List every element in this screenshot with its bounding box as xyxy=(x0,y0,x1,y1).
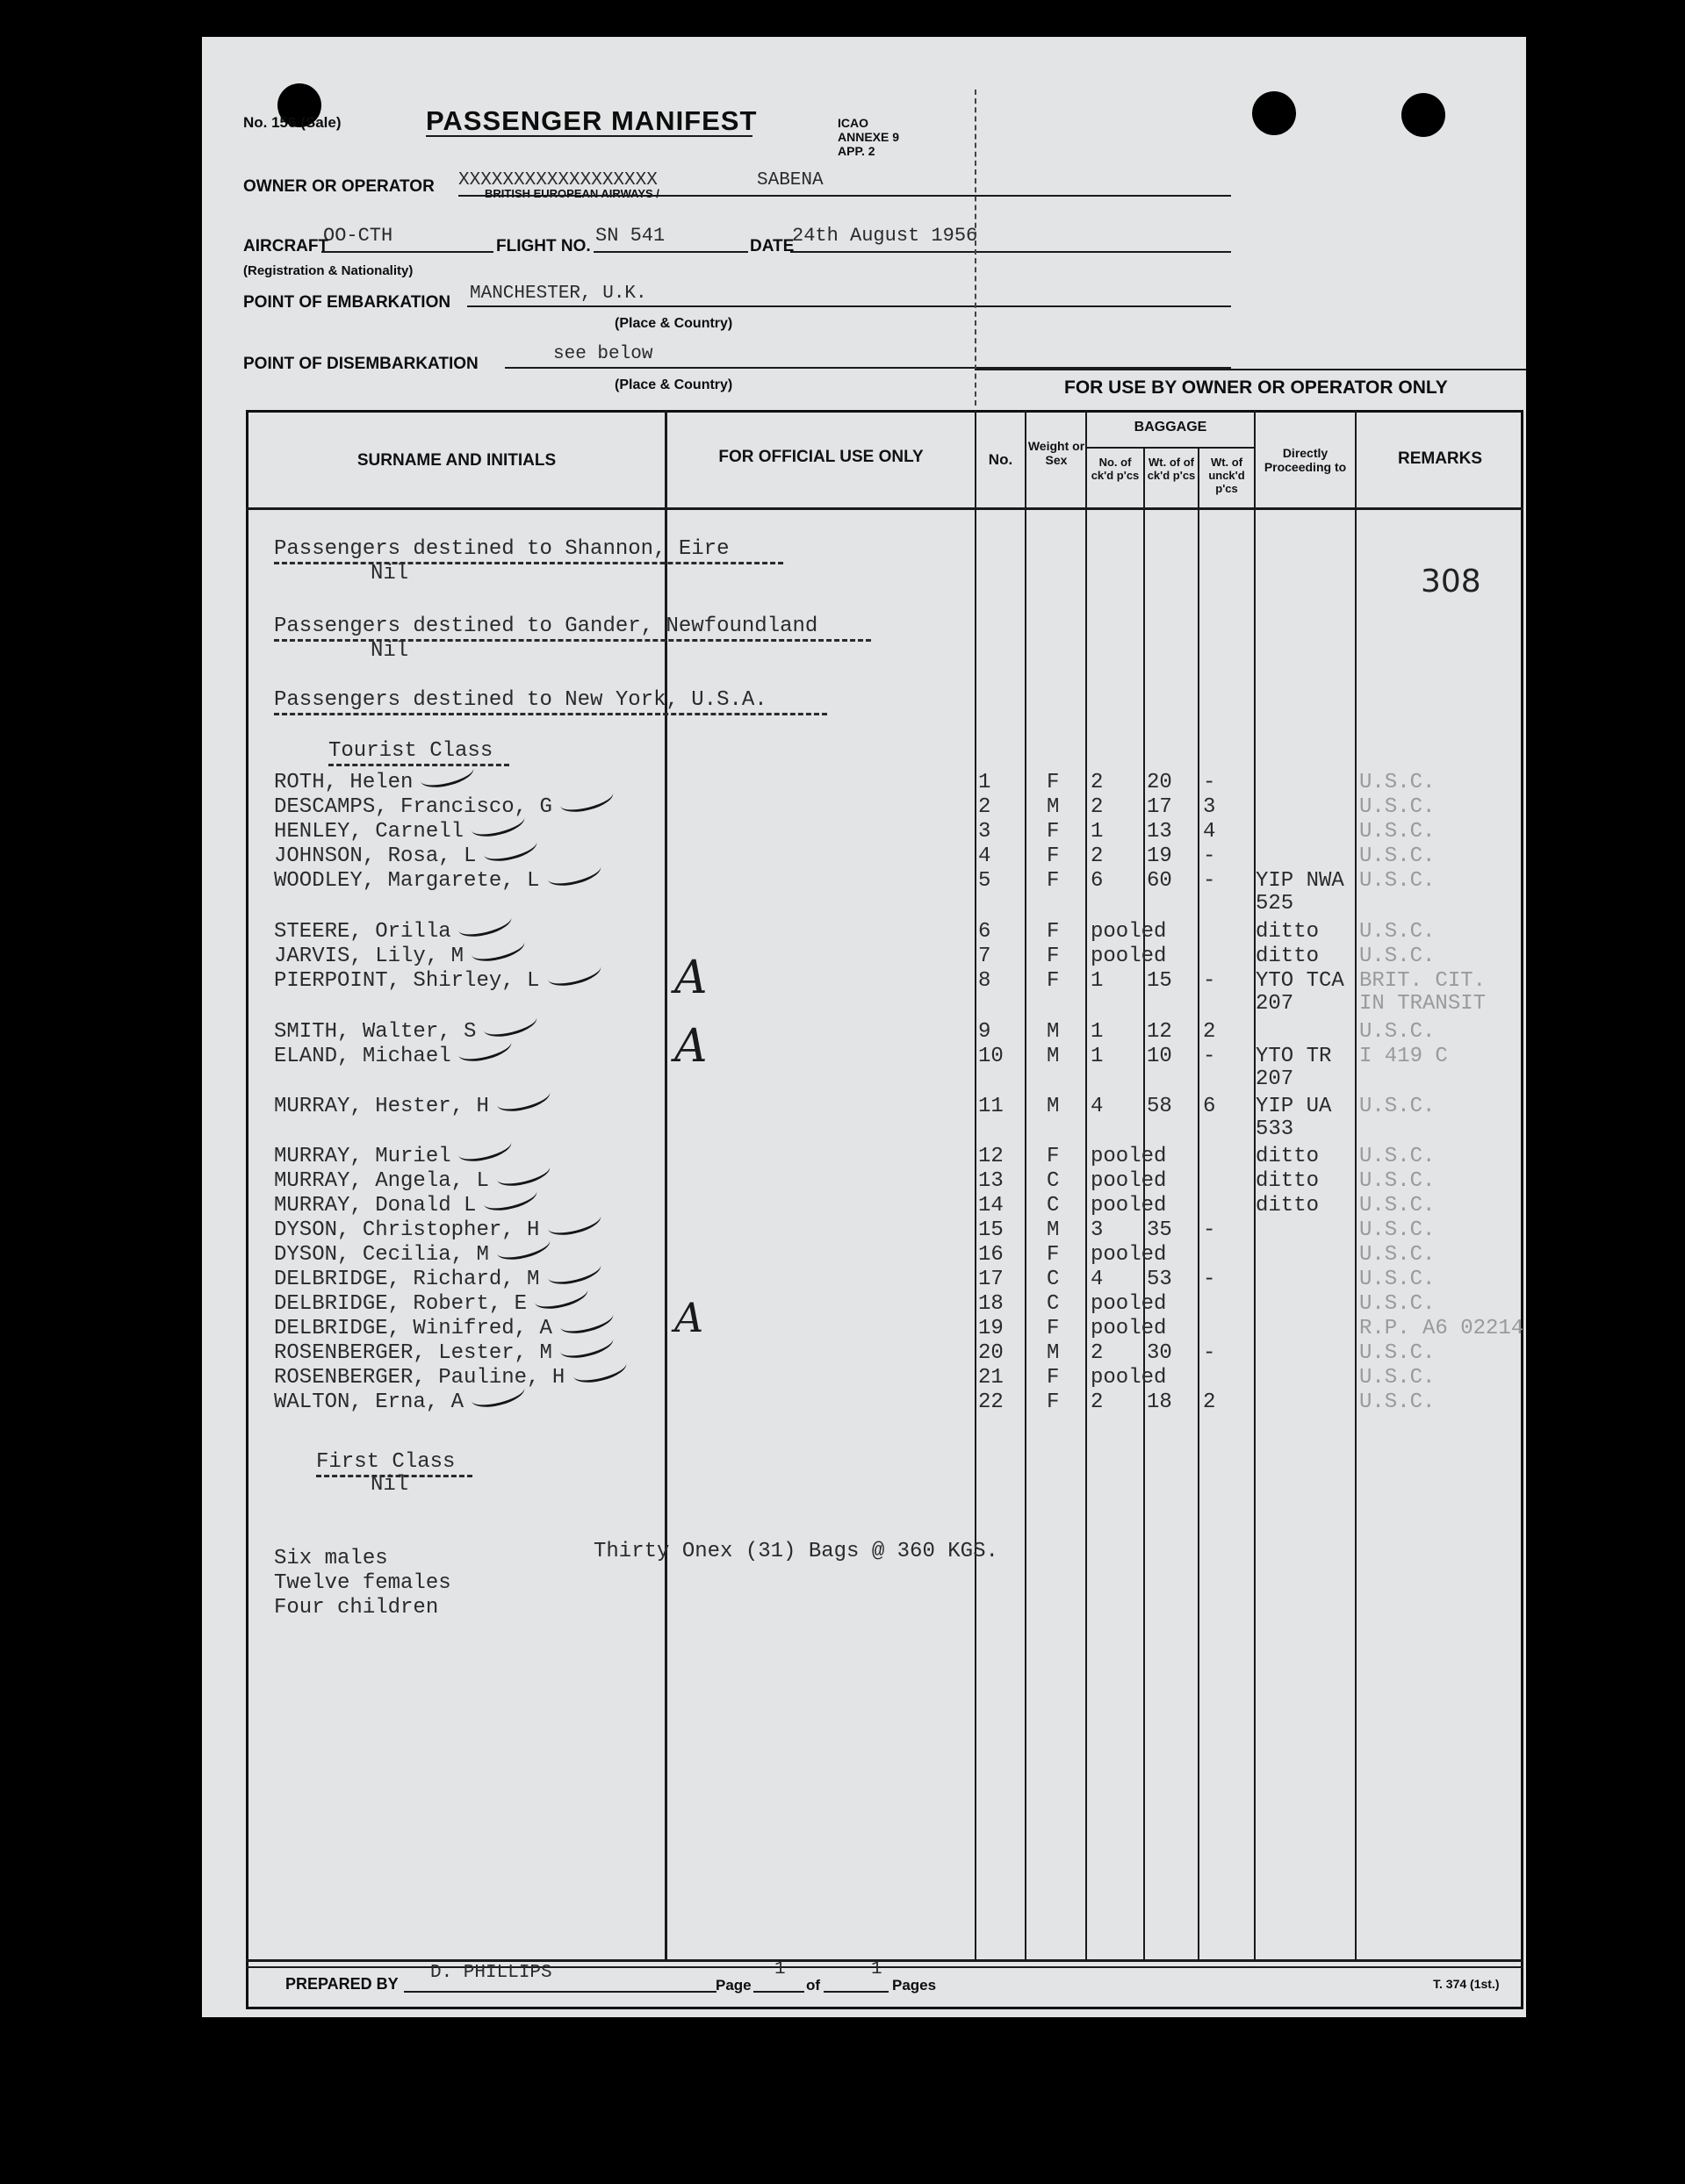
page-underline xyxy=(753,1991,804,1993)
date-underline xyxy=(790,251,1231,253)
embarkation-label: POINT OF EMBARKATION xyxy=(243,293,451,312)
bag-count: pooled xyxy=(1091,1194,1167,1218)
remarks-value: U.S.C. xyxy=(1359,771,1436,794)
registration-note: (Registration & Nationality) xyxy=(243,263,414,278)
embarkation-hint: (Place & Country) xyxy=(615,316,733,331)
passenger-no: 1 xyxy=(978,771,991,794)
pages-underline xyxy=(824,1991,889,1993)
section-first-nil: Nil xyxy=(371,1473,409,1497)
passenger-name: DESCAMPS, Francisco, G xyxy=(274,795,552,819)
owner-label: OWNER OR OPERATOR xyxy=(243,177,435,196)
bag-count: pooled xyxy=(1091,1317,1167,1340)
remarks-value: U.S.C. xyxy=(1359,1366,1436,1390)
passenger-no: 11 xyxy=(978,1095,1004,1118)
unchecked-weight: 6 xyxy=(1203,1095,1216,1118)
passenger-sex: M xyxy=(1047,1045,1060,1068)
passenger-no: 13 xyxy=(978,1169,1004,1193)
passenger-no: 6 xyxy=(978,920,991,944)
col-weight-sex: Weight or Sex xyxy=(1027,439,1085,468)
bag-count: 3 xyxy=(1091,1218,1104,1242)
remarks-value: U.S.C. xyxy=(1359,1194,1436,1218)
passenger-no: 5 xyxy=(978,869,991,893)
bag-count: 2 xyxy=(1091,1341,1104,1365)
bag-weight: 60 xyxy=(1147,869,1172,893)
date-value: 24th August 1956 xyxy=(792,225,978,247)
owner-value: SABENA xyxy=(757,170,824,190)
punch-hole xyxy=(1401,93,1445,137)
section-underline xyxy=(328,764,509,766)
total-females: Twelve females xyxy=(274,1571,451,1595)
passenger-sex: F xyxy=(1047,844,1060,868)
unchecked-weight: 3 xyxy=(1203,795,1216,819)
prepared-value: D. PHILLIPS xyxy=(430,1963,552,1983)
remarks-value: I 419 C xyxy=(1359,1045,1448,1068)
bag-count: 1 xyxy=(1091,969,1104,993)
bag-weight: 58 xyxy=(1147,1095,1172,1118)
col-surname: SURNAME AND INITIALS xyxy=(356,451,557,470)
section-underline xyxy=(274,639,871,642)
unchecked-weight: - xyxy=(1203,771,1216,794)
bag-count: 4 xyxy=(1091,1268,1104,1291)
remarks-value: BRIT. CIT. xyxy=(1359,969,1487,993)
passenger-no: 7 xyxy=(978,945,991,968)
passenger-sex: M xyxy=(1047,1218,1060,1242)
unchecked-weight: - xyxy=(1203,1218,1216,1242)
remarks-value: U.S.C. xyxy=(1359,1243,1436,1267)
proceeding-to-2: 207 xyxy=(1256,1067,1294,1091)
passenger-no: 22 xyxy=(978,1390,1004,1414)
passenger-sex: F xyxy=(1047,869,1060,893)
passenger-name: PIERPOINT, Shirley, L xyxy=(274,969,540,993)
bag-weight: 18 xyxy=(1147,1390,1172,1414)
passenger-sex: F xyxy=(1047,969,1060,993)
pages-label: Pages xyxy=(892,1977,937,1994)
proceeding-to: YTO TCA xyxy=(1256,969,1344,993)
pages-value: 1 xyxy=(871,1959,882,1979)
manifest-sheet xyxy=(202,37,1526,2017)
date-label: DATE xyxy=(750,237,795,255)
passenger-no: 2 xyxy=(978,795,991,819)
bag-count: 2 xyxy=(1091,771,1104,794)
proceeding-to: YIP NWA xyxy=(1256,869,1344,893)
passenger-sex: F xyxy=(1047,945,1060,968)
col-line xyxy=(1355,410,1357,1962)
aircraft-label: AIRCRAFT xyxy=(243,237,329,255)
passenger-name: MURRAY, Donald L xyxy=(274,1194,477,1218)
passenger-sex: F xyxy=(1047,1390,1060,1414)
col-line xyxy=(1198,448,1199,1962)
remarks-value: U.S.C. xyxy=(1359,1268,1436,1291)
bag-count: pooled xyxy=(1091,1292,1167,1316)
passenger-sex: M xyxy=(1047,1095,1060,1118)
passenger-no: 4 xyxy=(978,844,991,868)
bag-count: 1 xyxy=(1091,820,1104,844)
prepared-underline xyxy=(404,1991,716,1993)
unchecked-weight: - xyxy=(1203,844,1216,868)
passenger-sex: F xyxy=(1047,1366,1060,1390)
passenger-no: 15 xyxy=(978,1218,1004,1242)
passenger-no: 12 xyxy=(978,1145,1004,1168)
proceeding-to: ditto xyxy=(1256,1145,1320,1168)
form-code: T. 374 (1st.) xyxy=(1433,1977,1500,1991)
passenger-no: 8 xyxy=(978,969,991,993)
embarkation-underline xyxy=(467,305,1231,307)
section-shannon: Passengers destined to Shannon, Eire xyxy=(274,537,730,561)
official-mark: A xyxy=(674,1020,708,1073)
proceeding-to-2: 207 xyxy=(1256,992,1294,1016)
passenger-no: 9 xyxy=(978,1020,991,1044)
col-official: FOR OFFICIAL USE ONLY xyxy=(718,448,924,466)
proceeding-to: ditto xyxy=(1256,920,1320,944)
bag-weight: 30 xyxy=(1147,1341,1172,1365)
bag-count: pooled xyxy=(1091,1366,1167,1390)
bag-weight: 10 xyxy=(1147,1045,1172,1068)
remarks-value: U.S.C. xyxy=(1359,869,1436,893)
passenger-sex: F xyxy=(1047,820,1060,844)
section-underline xyxy=(274,562,783,564)
bag-count: pooled xyxy=(1091,1243,1167,1267)
bag-count: 2 xyxy=(1091,1390,1104,1414)
passenger-name: WALTON, Erna, A xyxy=(274,1390,464,1414)
aircraft-underline xyxy=(321,251,493,253)
title-underline xyxy=(426,135,752,137)
passenger-sex: C xyxy=(1047,1268,1060,1291)
footer-rule xyxy=(246,1959,1523,1962)
bag-count: pooled xyxy=(1091,1145,1167,1168)
of-label: of xyxy=(806,1977,821,1994)
stamp-number: 308 xyxy=(1421,564,1481,600)
bag-count: 1 xyxy=(1091,1045,1104,1068)
passenger-name: JARVIS, Lily, M xyxy=(274,945,464,968)
remarks-value: U.S.C. xyxy=(1359,920,1436,944)
flight-underline xyxy=(594,251,748,253)
official-mark: A xyxy=(674,952,708,1004)
section-underline xyxy=(274,713,827,715)
bag-count: pooled xyxy=(1091,1169,1167,1193)
form-number: No. 156 (Sale) xyxy=(243,114,342,131)
passenger-sex: F xyxy=(1047,920,1060,944)
header-separator xyxy=(975,90,976,406)
owner-underline xyxy=(458,195,1231,197)
passenger-name: JOHNSON, Rosa, L xyxy=(274,844,477,868)
passenger-sex: M xyxy=(1047,1341,1060,1365)
passenger-no: 14 xyxy=(978,1194,1004,1218)
section-shannon-nil: Nil xyxy=(371,562,409,586)
owner-only-heading: FOR USE BY OWNER OR OPERATOR ONLY xyxy=(1064,377,1448,398)
passenger-sex: F xyxy=(1047,1243,1060,1267)
passenger-no: 19 xyxy=(978,1317,1004,1340)
section-gander: Passengers destined to Gander, Newfoundland xyxy=(274,614,818,638)
proceeding-to: YTO TR xyxy=(1256,1045,1332,1068)
remarks-value: U.S.C. xyxy=(1359,1169,1436,1193)
unchecked-weight: - xyxy=(1203,1045,1216,1068)
total-males: Six males xyxy=(274,1547,388,1570)
bag-weight: 20 xyxy=(1147,771,1172,794)
section-tourist: Tourist Class xyxy=(328,739,493,763)
disembarkation-hint: (Place & Country) xyxy=(615,377,733,392)
owner-struck-text: XXXXXXXXXXXXXXXXXX xyxy=(458,170,658,190)
punch-hole xyxy=(1252,91,1296,135)
remarks-value: U.S.C. xyxy=(1359,1292,1436,1316)
flight-label: FLIGHT NO. xyxy=(496,237,591,255)
passenger-name: DELBRIDGE, Robert, E xyxy=(274,1292,528,1316)
passenger-no: 17 xyxy=(978,1268,1004,1291)
unchecked-weight: 2 xyxy=(1203,1390,1216,1414)
passenger-sex: F xyxy=(1047,1145,1060,1168)
passenger-name: DYSON, Cecilia, M xyxy=(274,1243,489,1267)
page-value: 1 xyxy=(774,1959,786,1979)
bag-weight: 53 xyxy=(1147,1268,1172,1291)
proceeding-to: ditto xyxy=(1256,1194,1320,1218)
bag-weight: 19 xyxy=(1147,844,1172,868)
col-line xyxy=(665,410,667,1962)
unchecked-weight: 2 xyxy=(1203,1020,1216,1044)
bag-count: 4 xyxy=(1091,1095,1104,1118)
bag-weight: 17 xyxy=(1147,795,1172,819)
passenger-name: STEERE, Orilla xyxy=(274,920,451,944)
passenger-name: MURRAY, Hester, H xyxy=(274,1095,489,1118)
proceeding-to-2: 525 xyxy=(1256,892,1294,916)
aircraft-value: OO-CTH xyxy=(323,225,393,247)
col-line xyxy=(1025,410,1026,1962)
remarks-value: U.S.C. xyxy=(1359,844,1436,868)
passenger-no: 18 xyxy=(978,1292,1004,1316)
col-wt-unckd: Wt. of unck'd p'cs xyxy=(1208,456,1245,495)
owner-only-rule xyxy=(975,369,1526,370)
passenger-name: HENLEY, Carnell xyxy=(274,820,464,844)
bag-count: pooled xyxy=(1091,945,1167,968)
unchecked-weight: 4 xyxy=(1203,820,1216,844)
page-title: PASSENGER MANIFEST xyxy=(426,105,758,136)
disembarkation-label: POINT OF DISEMBARKATION xyxy=(243,355,479,373)
passenger-name: ROSENBERGER, Pauline, H xyxy=(274,1366,565,1390)
remarks-value: U.S.C. xyxy=(1359,1341,1436,1365)
bag-count: 2 xyxy=(1091,795,1104,819)
passenger-name: SMITH, Walter, S xyxy=(274,1020,477,1044)
bag-count: pooled xyxy=(1091,920,1167,944)
remarks-value: U.S.C. xyxy=(1359,820,1436,844)
total-children: Four children xyxy=(274,1596,439,1620)
col-directly: Directly Proceeding to xyxy=(1264,446,1347,475)
passenger-name: ELAND, Michael xyxy=(274,1045,451,1068)
section-newyork: Passengers destined to New York, U.S.A. xyxy=(274,688,767,712)
passenger-name: WOODLEY, Margarete, L xyxy=(274,869,540,893)
col-wt-ckd: Wt. of of ck'd p'cs xyxy=(1147,456,1196,482)
total-bags: Thirty Onex (31) Bags @ 360 KGS. xyxy=(594,1540,998,1563)
baggage-rule xyxy=(1085,447,1254,449)
col-line xyxy=(975,410,976,1962)
owner-printed-text: BRITISH EUROPEAN AIRWAYS / xyxy=(485,187,659,200)
passenger-name: DELBRIDGE, Winifred, A xyxy=(274,1317,552,1340)
col-baggage: BAGGAGE xyxy=(1134,420,1207,435)
bag-weight: 13 xyxy=(1147,820,1172,844)
passenger-name: DYSON, Christopher, H xyxy=(274,1218,540,1242)
proceeding-to: ditto xyxy=(1256,1169,1320,1193)
bag-weight: 35 xyxy=(1147,1218,1172,1242)
passenger-sex: F xyxy=(1047,771,1060,794)
unchecked-weight: - xyxy=(1203,969,1216,993)
remarks-value: U.S.C. xyxy=(1359,1095,1436,1118)
passenger-name: ROTH, Helen xyxy=(274,771,414,794)
remarks-value: U.S.C. xyxy=(1359,1390,1436,1414)
passenger-sex: C xyxy=(1047,1169,1060,1193)
passenger-sex: C xyxy=(1047,1194,1060,1218)
passenger-sex: F xyxy=(1047,1317,1060,1340)
proceeding-to: ditto xyxy=(1256,945,1320,968)
bag-count: 6 xyxy=(1091,869,1104,893)
remarks-value: U.S.C. xyxy=(1359,1145,1436,1168)
passenger-sex: M xyxy=(1047,1020,1060,1044)
page-label: Page xyxy=(716,1977,752,1994)
icao-note: ICAO ANNEXE 9 APP. 2 xyxy=(838,116,900,158)
passenger-sex: M xyxy=(1047,795,1060,819)
remarks-value: U.S.C. xyxy=(1359,1020,1436,1044)
unchecked-weight: - xyxy=(1203,869,1216,893)
passenger-name: MURRAY, Muriel xyxy=(274,1145,451,1168)
passenger-no: 10 xyxy=(978,1045,1004,1068)
proceeding-to: YIP UA xyxy=(1256,1095,1332,1118)
passenger-no: 16 xyxy=(978,1243,1004,1267)
passenger-name: MURRAY, Angela, L xyxy=(274,1169,489,1193)
passenger-no: 3 xyxy=(978,820,991,844)
bag-weight: 12 xyxy=(1147,1020,1172,1044)
embarkation-value: MANCHESTER, U.K. xyxy=(470,284,647,304)
passenger-no: 21 xyxy=(978,1366,1004,1390)
disembarkation-value: see below xyxy=(553,344,653,364)
official-mark: A xyxy=(674,1294,704,1341)
remarks-value: U.S.C. xyxy=(1359,1218,1436,1242)
proceeding-to-2: 533 xyxy=(1256,1117,1294,1141)
bag-count: 1 xyxy=(1091,1020,1104,1044)
unchecked-weight: - xyxy=(1203,1268,1216,1291)
section-first: First Class xyxy=(316,1450,456,1474)
passenger-name: ROSENBERGER, Lester, M xyxy=(274,1341,552,1365)
remarks-value: U.S.C. xyxy=(1359,945,1436,968)
passenger-sex: C xyxy=(1047,1292,1060,1316)
col-remarks: REMARKS xyxy=(1397,449,1483,468)
remarks-value: R.P. A6 02214 xyxy=(1359,1317,1524,1340)
col-line xyxy=(1085,410,1087,1962)
bag-count: 2 xyxy=(1091,844,1104,868)
bag-weight: 15 xyxy=(1147,969,1172,993)
passenger-name: DELBRIDGE, Richard, M xyxy=(274,1268,540,1291)
col-no-ckd: No. of ck'd p'cs xyxy=(1091,456,1140,482)
remarks-value-2: IN TRANSIT xyxy=(1359,992,1487,1016)
header-row-rule xyxy=(246,507,1523,510)
unchecked-weight: - xyxy=(1203,1341,1216,1365)
passenger-no: 20 xyxy=(978,1341,1004,1365)
col-no: No. xyxy=(988,451,1013,468)
prepared-label: PREPARED BY xyxy=(285,1975,399,1993)
remarks-value: U.S.C. xyxy=(1359,795,1436,819)
flight-value: SN 541 xyxy=(595,225,666,247)
section-gander-nil: Nil xyxy=(371,639,409,663)
